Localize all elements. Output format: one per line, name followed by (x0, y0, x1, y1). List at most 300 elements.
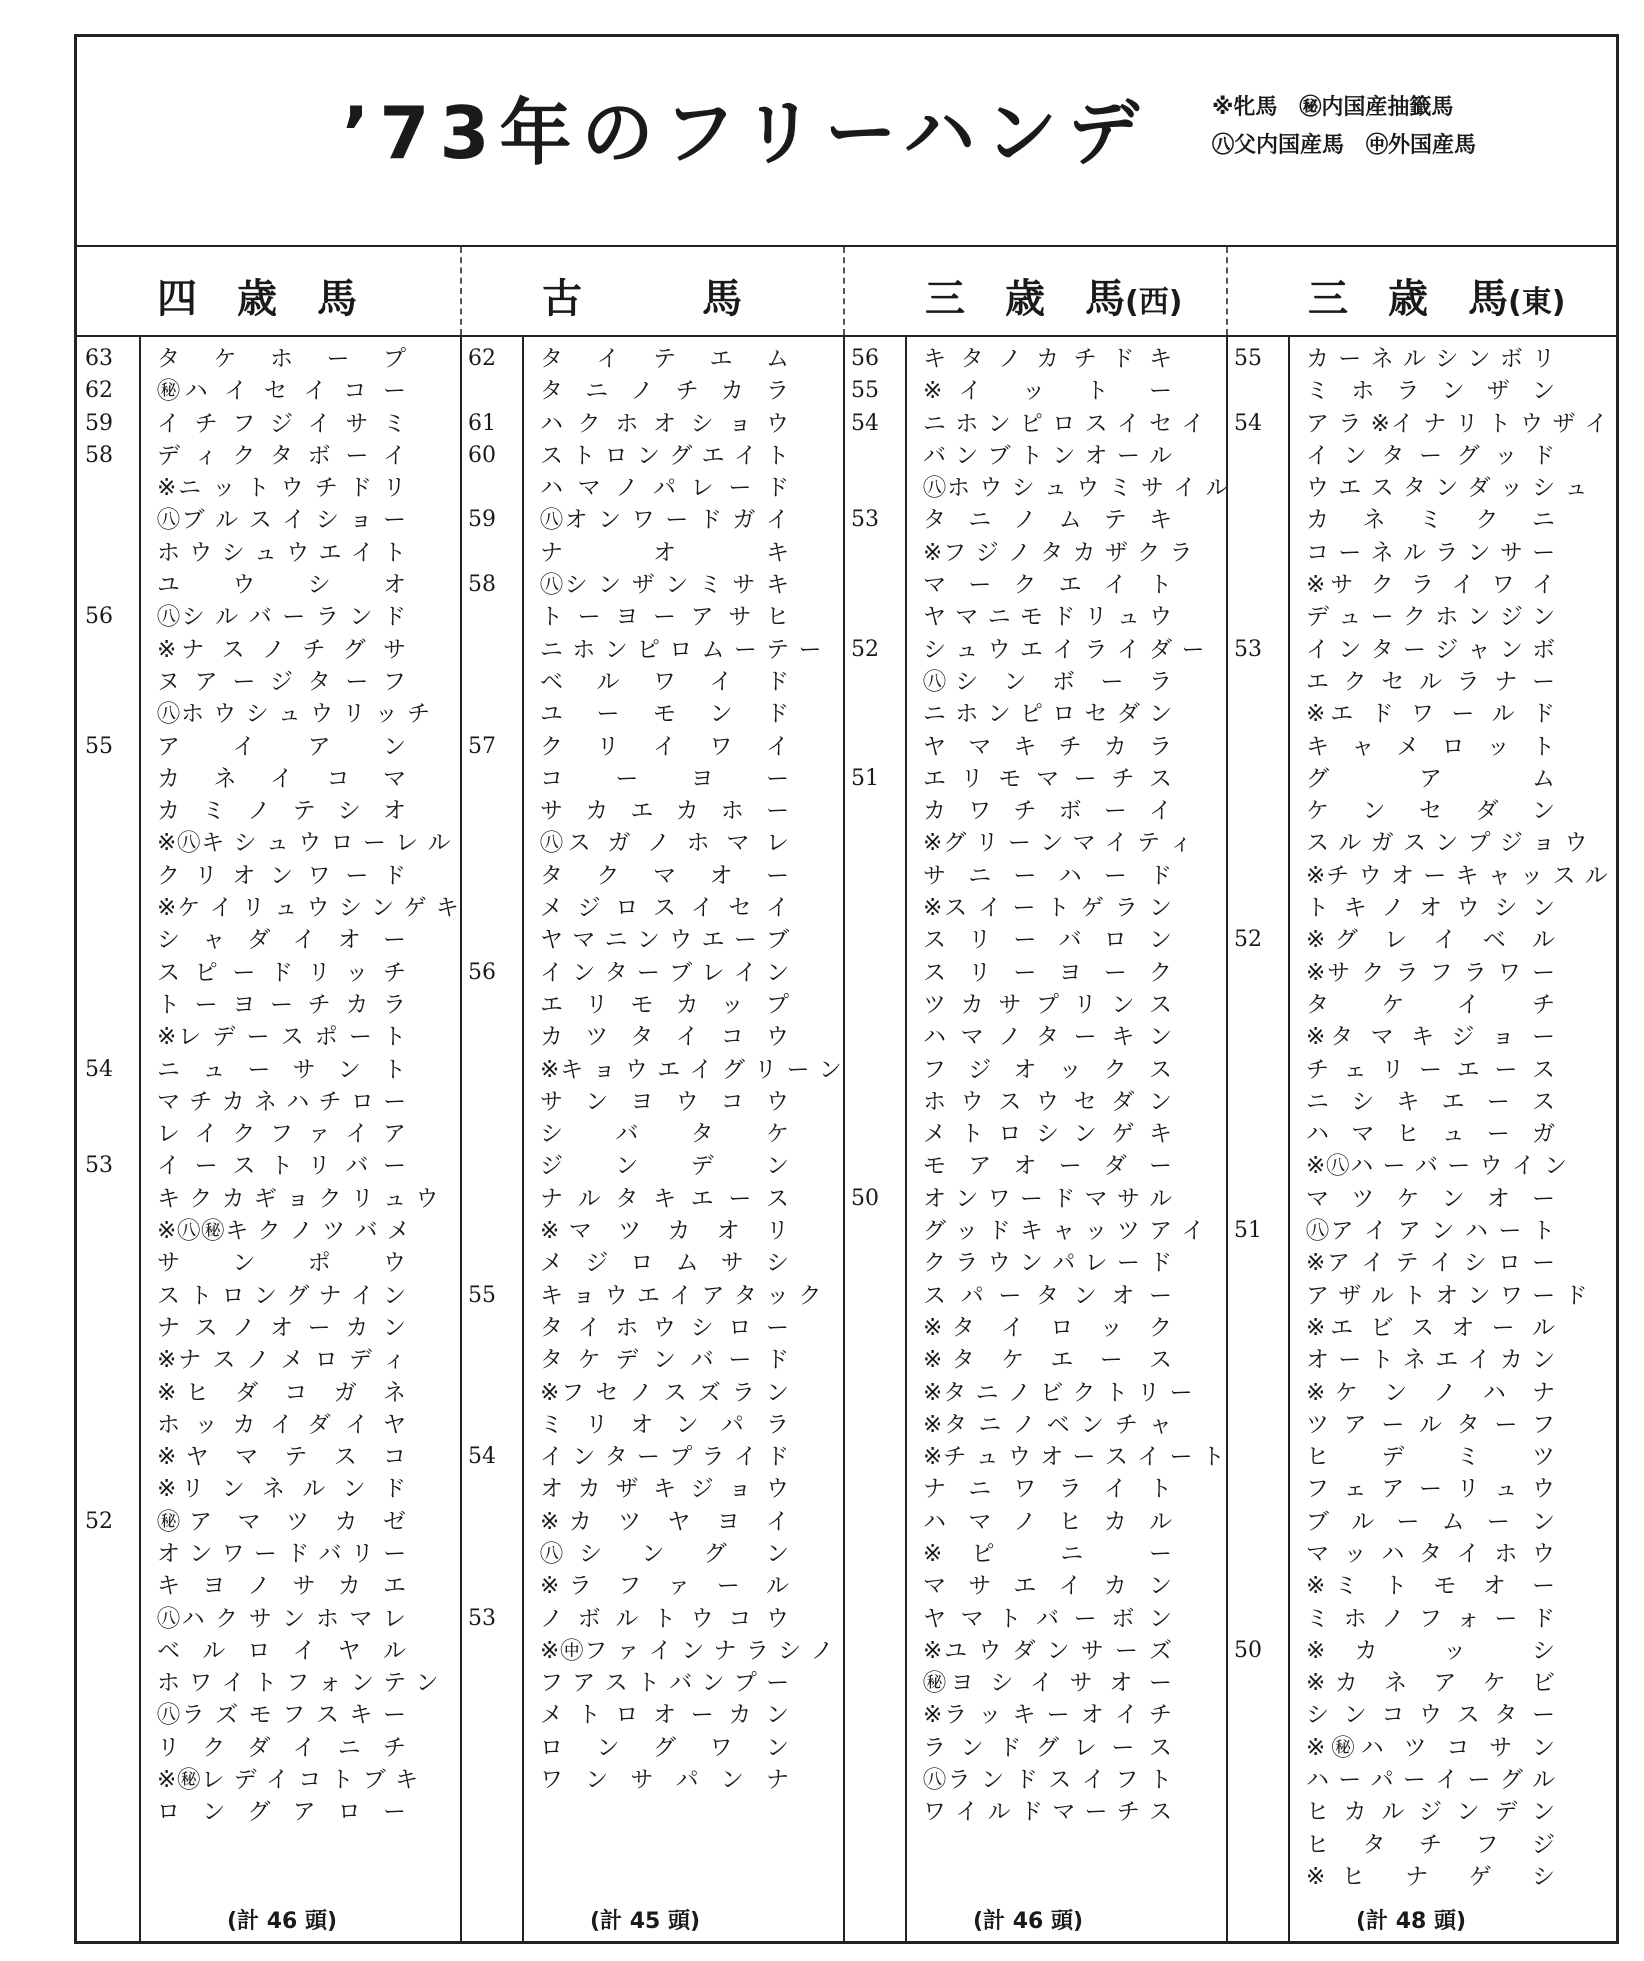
weight-value: 51 (851, 765, 879, 791)
horse-name: キ ャ メ ロ ッ ト (1306, 733, 1556, 760)
table-row (1226, 1829, 1609, 1861)
table-row (460, 827, 843, 859)
horse-name: メ ジ ロ ム サ シ (540, 1250, 790, 1277)
horse-name: ヤ マ ニ ン ウ エ ー ブ (540, 927, 791, 954)
horse-name: ア ザ ル ト オ ン ワ ー ド (1306, 1282, 1589, 1309)
column-total: (計 46 頭) (227, 1909, 338, 1934)
table-row (843, 957, 1226, 989)
table-row (843, 569, 1226, 601)
table-row (1226, 1603, 1609, 1635)
horse-name: ※ヤ マ テ ス コ (157, 1444, 407, 1471)
legend-line-2: ㊇父内国産馬 ㊥外国産馬 (1212, 133, 1477, 158)
table-row (77, 1699, 460, 1731)
column-header-2 (843, 247, 1226, 335)
weight-value: 59 (85, 410, 113, 436)
table-row (460, 408, 843, 440)
horse-name: ㊇シ ン ザ ン ミ サ キ (540, 572, 790, 599)
table-row (843, 1118, 1226, 1150)
horse-name: ケ ン セ ダ ン (1306, 798, 1556, 825)
horse-name: キ ヨ ノ サ カ エ (157, 1573, 407, 1600)
table-row (77, 472, 460, 504)
horse-name: フ ェ ア ー リ ュ ウ (1306, 1476, 1556, 1503)
table-row (77, 827, 460, 859)
column-header-0 (77, 247, 460, 335)
horse-name: ※カ ツ ヤ ヨ イ (540, 1508, 790, 1535)
table-row (1226, 1086, 1609, 1118)
table-row (1226, 1764, 1609, 1796)
horse-name: グ ッ ド キ ャ ッ ツ ア イ (923, 1218, 1206, 1245)
horse-name: カ ミ ノ テ シ オ (157, 798, 407, 825)
horse-name: イ ー ス ト リ バ ー (157, 1153, 407, 1180)
weight-value: 60 (468, 442, 496, 468)
column-2 (843, 337, 1230, 1943)
horse-name: カ ネ ミ ク ニ (1306, 507, 1556, 534)
horse-name: ト ー ヨ ー ア サ ヒ (540, 604, 790, 631)
horse-name: ベ ル ロ イ ヤ ル (157, 1637, 407, 1664)
table-row (77, 1441, 460, 1473)
table-row (460, 1764, 843, 1796)
horse-name: ㊇ラ ズ モ フ ス キ ー (157, 1702, 407, 1729)
horse-name: ヤ マ ト バ ー ボ ン (923, 1605, 1173, 1632)
table-row (1226, 375, 1609, 407)
column-1 (460, 337, 843, 1943)
horse-name: ㊙ハ イ セ イ コ ー (157, 378, 407, 405)
horse-name: オ ン ワ ー ド バ リ ー (157, 1540, 408, 1567)
horse-name: シ ュ ウ エ イ ラ イ ダ ー (923, 636, 1206, 663)
table-row (843, 1312, 1226, 1344)
table-row (460, 1054, 843, 1086)
table-row (843, 1021, 1226, 1053)
weight-value: 55 (851, 378, 879, 404)
header-divider (843, 247, 845, 335)
horse-name: ホ ワ イ ト フ ォ ン テ ン (157, 1670, 440, 1697)
table-row (843, 1699, 1226, 1731)
weight-value: 62 (468, 346, 496, 371)
table-row (77, 698, 460, 730)
horse-name: ※㊥フ ァ イ ン ナ ラ シ ノ (540, 1637, 835, 1664)
table-row (843, 1796, 1226, 1828)
weight-value: 54 (468, 1444, 496, 1470)
horse-name: ス リ ー バ ロ ン (923, 927, 1173, 954)
horse-name: ※ピ ニ ー (923, 1540, 1173, 1567)
table-row (460, 569, 843, 601)
table-row (1226, 1570, 1609, 1602)
table-row (843, 795, 1226, 827)
horse-name: ヒ デ ミ ツ (1306, 1444, 1556, 1471)
horse-name: ※チ ウ オ ー キ ャ ッ ス ル (1306, 862, 1609, 889)
table-row (843, 1764, 1226, 1796)
table-row (843, 472, 1230, 504)
horse-name: バ ン ブ ト ン オ ー ル (923, 442, 1174, 469)
table-row (77, 763, 460, 795)
horse-name: シ ン コ ウ ス タ ー (1306, 1702, 1556, 1729)
horse-name: ワ イ ル ド マ ー チ ス (923, 1799, 1174, 1826)
table-row (843, 1215, 1226, 1247)
horse-name: メ ジ ロ ス イ セ イ (540, 895, 790, 922)
table-row (77, 1118, 460, 1150)
table-row (843, 1667, 1226, 1699)
table-row (77, 1764, 460, 1796)
horse-name: ミ ホ ノ フ ォ ー ド (1306, 1605, 1556, 1632)
table-row (460, 957, 843, 989)
table-row (460, 504, 843, 536)
table-row (77, 1570, 460, 1602)
table-row (843, 1344, 1226, 1376)
table-row (460, 666, 843, 698)
table-row (77, 1796, 460, 1828)
horse-name: ロ ン グ ワ ン (540, 1734, 790, 1761)
table-row (77, 1635, 460, 1667)
horse-name: ※カ ッ シ (1306, 1637, 1556, 1664)
table-row (460, 1183, 843, 1215)
horse-name: ス ピ ー ド リ ッ チ (157, 959, 407, 986)
horse-name: ※グ リ ー ン マ イ テ ィ (923, 830, 1194, 857)
table-row (843, 375, 1226, 407)
horse-name: ※タ ニ ノ ビ ク ト リ ー (923, 1379, 1194, 1406)
horse-name: ※フ セ ノ ス ズ ラ ン (540, 1379, 790, 1406)
horse-name: ニ ホ ン ピ ロ ム ー テ ー (540, 636, 823, 663)
horse-name: ※マ ツ カ オ リ (540, 1218, 790, 1245)
table-row (843, 1247, 1226, 1279)
table-row (460, 731, 843, 763)
horse-name: イ チ フ ジ イ サ ミ (157, 410, 407, 437)
horse-name: ノ ボ ル ト ウ コ ウ (540, 1605, 790, 1632)
legend (1212, 89, 1476, 165)
weight-value: 61 (468, 410, 496, 436)
table-row (1226, 1441, 1609, 1473)
horse-name: ヤ マ キ チ カ ラ (923, 733, 1173, 760)
handicap-table-frame (74, 34, 1619, 1944)
horse-name: ※ラ ッ キ ー オ イ チ (923, 1702, 1173, 1729)
horse-name: ※チ ュ ウ オ ー ス イ ー ト (923, 1444, 1226, 1471)
horse-name: ※イ ッ ト ー (923, 378, 1173, 405)
horse-name: ※ナ ス ノ メ ロ デ ィ (157, 1347, 407, 1374)
table-row (843, 1570, 1226, 1602)
table-row (843, 1086, 1226, 1118)
weight-value: 53 (851, 507, 879, 533)
horse-name: デ ュ ー ク ホ ン ジ ン (1306, 604, 1557, 631)
table-row (460, 537, 843, 569)
table-row (77, 1150, 460, 1182)
horse-name: マ サ エ イ カ ン (923, 1573, 1173, 1600)
horse-name: ス ル ガ ス ン プ ジ ョ ウ (1306, 830, 1589, 857)
table-row (1226, 989, 1609, 1021)
table-row (843, 666, 1226, 698)
horse-name: ※ユ ウ ダ ン サ ー ズ (923, 1637, 1173, 1664)
horse-name: カ ネ イ コ マ (157, 765, 407, 792)
horse-name: ㊇オ ン ワ ー ド ガ イ (540, 507, 790, 534)
weight-value: 52 (85, 1508, 113, 1534)
horse-name: ハ ク ホ オ シ ョ ウ (540, 410, 790, 437)
horse-name: ※ケ ン ノ ハ ナ (1306, 1379, 1556, 1406)
horse-name: ㊙ヨ シ イ サ オ ー (923, 1670, 1173, 1697)
horse-name: ハ マ ノ パ レ ー ド (540, 475, 790, 502)
horse-name: ※ヒ ナ ゲ シ (1306, 1863, 1556, 1890)
horse-name: タ ニ ノ チ カ ラ (540, 378, 790, 405)
horse-name: ミ リ オ ン パ ラ (540, 1411, 790, 1438)
table-row (460, 892, 843, 924)
horse-name: ホ ウ ス ウ セ ダ ン (923, 1088, 1173, 1115)
horse-name: サ ン ポ ウ (157, 1250, 407, 1277)
table-row (460, 1118, 843, 1150)
table-row (843, 1183, 1226, 1215)
table-row (1226, 666, 1609, 698)
horse-name: ※エ ビ ス オ ー ル (1306, 1314, 1556, 1341)
horse-name: マ ッ ハ タ イ ホ ウ (1306, 1540, 1556, 1567)
column-header-label (542, 267, 742, 324)
table-row (460, 1570, 843, 1602)
horse-name: サ ン ヨ ウ コ ウ (540, 1088, 790, 1115)
column-header-1 (460, 247, 843, 335)
horse-name: ウ エ ス タ ン ダ ッ シ ュ (1306, 475, 1589, 502)
horse-name: カ ワ チ ボ ー イ (923, 798, 1173, 825)
weight-value: 57 (468, 733, 496, 759)
horse-name: ※ニ ッ ト ウ チ ド リ (157, 475, 407, 502)
table-row (1226, 1247, 1609, 1279)
table-row (843, 1054, 1226, 1086)
horse-name: ト キ ノ オ ウ シ ン (1306, 895, 1556, 922)
table-row (460, 472, 843, 504)
column-total: (計 48 頭) (1356, 1909, 1467, 1934)
table-row (843, 1732, 1226, 1764)
horse-name: ㊇ブ ル ス イ シ ョ ー (157, 507, 407, 534)
weight-value: 59 (468, 507, 496, 533)
horse-name: ヌ ア ー ジ タ ー フ (157, 668, 407, 695)
horse-name: ユ ー モ ン ド (540, 701, 790, 728)
table-row (77, 537, 460, 569)
horse-name: ヤ マ ニ モ ド リ ュ ウ (923, 604, 1174, 631)
horse-name: ス リ ー ヨ ー ク (923, 959, 1173, 986)
table-row (77, 504, 460, 536)
horse-name: ㊇ラ ン ド ス イ フ ト (923, 1767, 1173, 1794)
weight-value: 55 (468, 1282, 496, 1308)
horse-name: イ ン タ ー プ ラ イ ド (540, 1444, 791, 1471)
column-header-label (925, 267, 1182, 324)
horse-name: タ イ ホ ウ シ ロ ー (540, 1314, 790, 1341)
horse-name: ※サ ク ラ イ ワ イ (1306, 572, 1556, 599)
table-row (1226, 1021, 1609, 1053)
table-row (77, 1247, 460, 1279)
horse-name: ㊇ア イ ア ン ハ ー ト (1306, 1218, 1556, 1245)
horse-name: ス ト ロ ン グ エ イ ト (540, 442, 791, 469)
horse-name: ヒ カ ル ジ ン デ ン (1306, 1799, 1556, 1826)
table-row (77, 1473, 460, 1505)
page-title: ’73年のフリーハンデ (342, 91, 1150, 175)
table-row (843, 1635, 1226, 1667)
horse-name: ハ ー パ ー イ ー グ ル (1306, 1767, 1557, 1794)
column-header-label (1308, 267, 1565, 324)
horse-name: リ ク ダ イ ニ チ (157, 1734, 407, 1761)
horse-name: ※サ ク ラ フ ラ ワ ー (1306, 959, 1556, 986)
horse-name: ハ マ ノ タ ー キ ン (923, 1024, 1173, 1051)
horse-name: ナ ニ ワ ラ イ ト (923, 1476, 1173, 1503)
horse-name: ※㊇ハ ー バ ー ウ イ ン (1306, 1153, 1569, 1180)
table-row (843, 504, 1226, 536)
horse-name: ※フ ジ ノ タ カ ザ ク ラ (923, 539, 1194, 566)
column-total: (計 46 頭) (973, 1909, 1084, 1934)
weight-value: 55 (1234, 346, 1262, 371)
column-header-text: 四 歳 馬 (157, 276, 357, 322)
table-row (77, 1667, 460, 1699)
horse-name: ア ラ ※イ ナ リ ト ウ ザ イ (1306, 410, 1609, 437)
table-row (1226, 1732, 1609, 1764)
table-row (1226, 731, 1609, 763)
horse-name: ※ヒ ダ コ ガ ネ (157, 1379, 407, 1406)
table-row (843, 440, 1226, 472)
table-row (1226, 408, 1609, 440)
weight-value: 58 (468, 572, 496, 598)
horse-name: ※グ レ イ ベ ル (1306, 927, 1556, 954)
horse-name: ㊙ア マ ツ カ ゼ (157, 1508, 407, 1535)
horse-name: デ ィ ク タ ボ ー イ (157, 442, 407, 469)
column-header-region: (西) (1125, 285, 1183, 320)
horse-name: ヒ タ チ フ ジ (1306, 1831, 1556, 1858)
table-row (77, 569, 460, 601)
header-divider (1226, 247, 1228, 335)
horse-name: ア イ ア ン (157, 733, 407, 760)
horse-name: ロ ン グ ア ロ ー (157, 1799, 407, 1826)
table-row (1226, 569, 1609, 601)
horse-name: ※カ ネ ア ケ ビ (1306, 1670, 1556, 1697)
horse-name: エ リ モ マ ー チ ス (923, 765, 1173, 792)
horse-name: シ ャ ダ イ オ ー (157, 927, 407, 954)
horse-name: ジ ン デ ン (540, 1153, 790, 1180)
horse-name: コ ー ネ ル ラ ン サ ー (1306, 539, 1557, 566)
horse-name: シ バ タ ケ (540, 1121, 790, 1148)
table-row (1226, 601, 1609, 633)
weight-value: 54 (1234, 410, 1262, 436)
table-row (1226, 892, 1609, 924)
horse-name: タ ケ ホ ー プ (157, 346, 407, 372)
table-row (77, 731, 460, 763)
table-row (77, 1603, 460, 1635)
horse-name: ※㊙ハ ツ コ サ ン (1306, 1734, 1556, 1761)
table-row (843, 1409, 1226, 1441)
table-row (77, 375, 460, 407)
horse-name: マ ー ク エ イ ト (923, 572, 1173, 599)
table-row (460, 634, 843, 666)
table-row (1226, 634, 1609, 666)
table-row (1226, 1377, 1609, 1409)
table-row (1226, 957, 1609, 989)
table-row (460, 1441, 843, 1473)
table-row (1226, 440, 1609, 472)
horse-name: ※キ ョ ウ エ イ グ リ ー ン (540, 1056, 843, 1083)
table-row (460, 924, 843, 956)
weight-value: 51 (1234, 1218, 1262, 1244)
column-3 (1226, 337, 1609, 1943)
table-row (460, 1506, 843, 1538)
table-row (843, 343, 1226, 375)
table-row (460, 601, 843, 633)
table-row (77, 795, 460, 827)
table-row (460, 343, 843, 375)
horse-name: グ ア ム (1306, 765, 1556, 792)
table-row (77, 924, 460, 956)
table-row (77, 1312, 460, 1344)
table-row (77, 601, 460, 633)
horse-name: ㊇ホ ウ シ ュ ウ リ ッ チ (157, 701, 432, 728)
table-row (460, 1021, 843, 1053)
horse-name: キ ク カ ギ ョ ク リ ュ ウ (157, 1185, 440, 1212)
table-row (1226, 795, 1609, 827)
horse-name: タ イ テ エ ム (540, 346, 790, 372)
weight-value: 62 (85, 378, 113, 404)
weight-value: 53 (468, 1605, 496, 1631)
horse-name: ㊇ハ ク サ ン ホ マ レ (157, 1605, 407, 1632)
weight-value: 53 (85, 1153, 113, 1179)
table-row (1226, 1667, 1609, 1699)
table-row (843, 989, 1226, 1021)
column-header-region: (東) (1508, 285, 1566, 320)
table-row (843, 924, 1226, 956)
table-row (843, 634, 1226, 666)
table-row (1226, 1506, 1609, 1538)
horse-name: ナ ル タ キ エ ー ス (540, 1185, 790, 1212)
table-row (460, 440, 843, 472)
table-row (1226, 924, 1609, 956)
table-row (460, 1473, 843, 1505)
table-row (77, 1538, 460, 1570)
horse-name: ※レ デ ー ス ポ ー ト (157, 1024, 407, 1051)
table-row (77, 408, 460, 440)
table-row (1226, 1699, 1609, 1731)
column-0 (77, 337, 460, 1943)
horse-name: イ ン タ ー ブ レ イ ン (540, 959, 791, 986)
horse-name: モ ア オ ー ダ ー (923, 1153, 1173, 1180)
table-row (1226, 1118, 1609, 1150)
table-row (77, 1732, 460, 1764)
table-row (843, 892, 1226, 924)
table-row (1226, 504, 1609, 536)
horse-name: メ ト ロ シ ン ゲ キ (923, 1121, 1173, 1148)
horse-name: タ ク マ オ ー (540, 862, 790, 889)
weight-value: 63 (85, 346, 113, 371)
horse-name: レ イ ク フ ァ イ ア (157, 1121, 407, 1148)
table-row (460, 763, 843, 795)
table-row (460, 1247, 843, 1279)
table-row (1226, 1280, 1609, 1312)
horse-name: ク ラ ウ ン パ レ ー ド (923, 1250, 1174, 1277)
column-total: (計 45 頭) (590, 1909, 701, 1934)
table-row (1226, 537, 1609, 569)
table-row (843, 1441, 1226, 1473)
table-row (77, 1021, 460, 1053)
table-row (77, 957, 460, 989)
column-header-text: 古 馬 (542, 276, 742, 322)
horse-name: フ ジ オ ッ ク ス (923, 1056, 1173, 1083)
table-row (77, 1215, 460, 1247)
weight-value: 53 (1234, 636, 1262, 662)
horse-name: ※タ ケ エ ー ス (923, 1347, 1173, 1374)
table-row (843, 698, 1226, 730)
horse-name: メ ト ロ オ ー カ ン (540, 1702, 790, 1729)
horse-name: エ リ モ カ ッ プ (540, 991, 790, 1018)
horse-name: ㊇シ ン グ ン (540, 1540, 790, 1567)
table-row (1226, 1312, 1609, 1344)
horse-name: ハ マ ヒ ュ ー ガ (1306, 1121, 1556, 1148)
table-row (843, 1150, 1226, 1182)
horse-name: ※ラ フ ァ ー ル (540, 1573, 790, 1600)
table-row (460, 1086, 843, 1118)
table-row (460, 1409, 843, 1441)
horse-name: イ ン タ ー ジ ャ ン ボ (1306, 636, 1557, 663)
table-row (77, 1377, 460, 1409)
table-row (1226, 1635, 1609, 1667)
horse-name: ク リ オ ン ワ ー ド (157, 862, 407, 889)
horse-name: イ ン タ ー グ ッ ド (1306, 442, 1556, 469)
weight-value: 54 (851, 410, 879, 436)
